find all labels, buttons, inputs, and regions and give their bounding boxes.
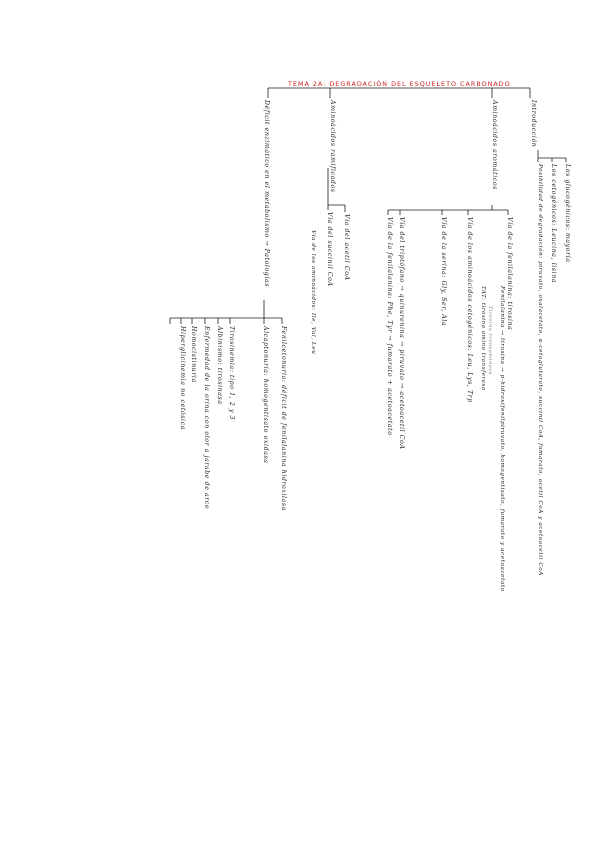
pathology-item-homocystinuria: Homocistinuria — [190, 326, 197, 383]
branched-item-succinyl: Vía del succinil CoA — [326, 212, 333, 287]
aromatic-item-tryptophan: Vía del triptófano → quinurenina → piruvato → acetoacetil CoA — [398, 217, 405, 450]
pathology-item-glycine: Hiperglicinemia no cetósica — [179, 326, 186, 430]
aromatic-item-phe-tyr: Vía de la fenilalanina: Phe, Tyr → fumarato + acetoacetato — [386, 217, 393, 436]
intro-item-degradation: Posibilidad de degradación: piruvato, oxalacetato, α-cetoglutarato, succinil CoA, fumarato, acetil CoA y acetoacetil CoA — [537, 164, 543, 576]
aromatic-item-ketogenic: Vía de los aminoácidos cetogénicos: Leu, Lys, Trp — [466, 217, 473, 403]
pathology-item-pku: Fenilcetonuria: déficit de fenilalanina hidroxilasa — [280, 326, 287, 511]
map-title: TEMA 2A: DEGRADACIÓN DEL ESQUELETO CARBONADO — [288, 80, 511, 88]
aromatic-item-phe-pathway: Fenilalanina → tirosina → p-hidroxifenilpiruvato, homogentisato, fumarato y acetoacetato — [499, 286, 505, 592]
aromatic-item-tat: TAT: tirosina amino transferasa — [480, 286, 486, 391]
pathology-item-tyrosinemia: Tirosinemia: tipo 1, 2 y 3 — [228, 326, 235, 421]
branched-item-acetyl: Vía del acetil CoA — [343, 214, 350, 281]
aromatic-item-transaminase: Tirosina transaminasa — [487, 306, 493, 376]
intro-item-ketogenic: Los cetogénicos: Leucina, lisina — [550, 164, 557, 284]
aromatic-heading: Aminoácidos aromáticos — [491, 100, 498, 190]
pathology-item-msud: Enfermedad de la orina con olor a jarabe de arce — [203, 326, 210, 510]
intro-heading: Introducción — [530, 100, 537, 148]
intro-item-glucogenic: Los glucogénicos: mayoría — [564, 164, 571, 263]
pathology-item-albinism: Albinismo: tirosinasa — [216, 326, 223, 405]
branched-item-aminoacids: Vía de los aminoácidos: Ile, Val, Leu — [310, 230, 316, 355]
pathology-heading: Déficit enzimático en el metabolismo → Patologías — [263, 100, 270, 288]
pathology-item-alkaptonuria: Alcaptonuria: homogentisato oxidasa — [262, 326, 269, 464]
aromatic-item-phe: Vía de la fenilalanina: tirosina — [506, 217, 513, 331]
branched-heading: Aminoácidos ramificados — [329, 100, 336, 193]
aromatic-item-serine: Vía de la serina: Gly, Ser, Ala — [440, 217, 447, 327]
